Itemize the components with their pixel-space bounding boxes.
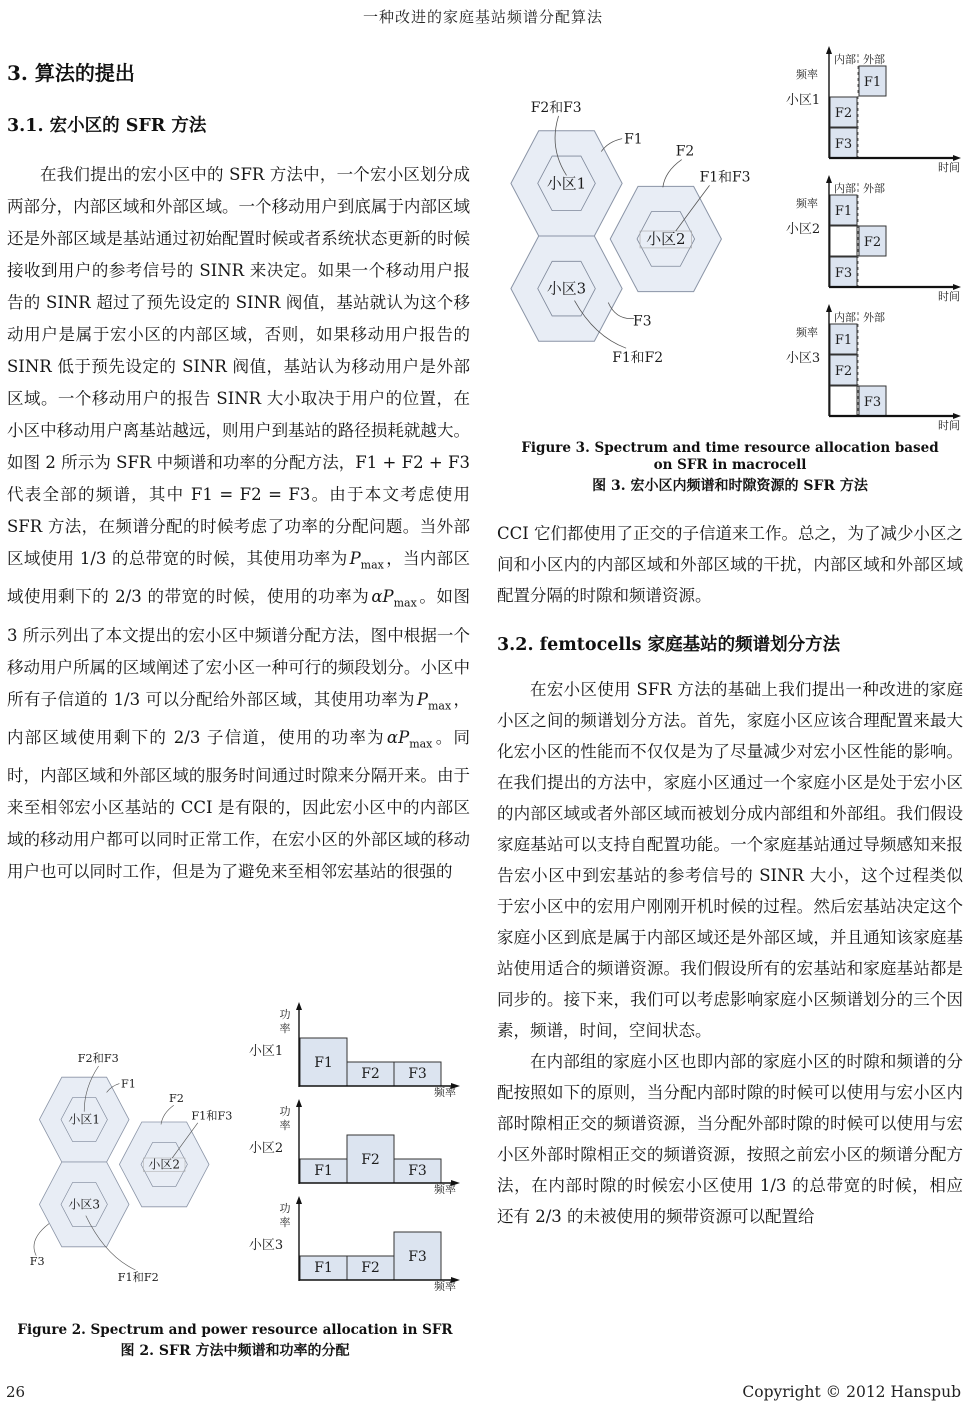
fig2-leader-c3-outer xyxy=(34,1224,49,1256)
right-column xyxy=(497,518,963,1232)
svg-text:F3: F3 xyxy=(408,1066,427,1082)
power-axis-label: 功 xyxy=(279,1105,291,1118)
fig2-callout-c1-outer: F1 xyxy=(121,1077,136,1091)
fig2-callout-c3-inner: F1和F2 xyxy=(117,1271,159,1285)
fig3-callout-c2-outer: F2 xyxy=(675,143,695,160)
svg-text:F1: F1 xyxy=(834,204,853,219)
inner-col-label: 内部 xyxy=(834,53,856,66)
outer-col-label: 外部 xyxy=(863,182,885,195)
section-3-2-paragraph-1: 在宏小区使用 SFR 方法的基础上我们提出一种改进的家庭小区之间的频谱划分方法。首先，家庭小区应该合理配置来最大化宏小区的性能而不仅仅是为了尽量减少对宏小区性能的影响。在我们提出的方法中，家庭小区通过一个家庭小区是处于宏小区的内部区域或者外部区域而被划分成内部组和外部组。我们假设家庭基站可以支持自配置功能。一个家庭基站通过导频感知来报告宏小区中到宏基站的参考信号的 SINR 大小，这个过程类似于宏小区中的宏用户刚刚开机时候的过程。然后宏基站决定这个家庭小区到底是属于内部区域还是外部区域，并且通知该家庭基站使用适合的频谱资源。我们假设所有的宏基站和家庭基站都是同步的。接下来，我们可以考虑影响家庭小区频谱划分的三个因素，频谱，时间，空间状态。 xyxy=(497,680,963,1040)
fig2-chart-cell3 xyxy=(238,1194,462,1291)
empty-inner-slot xyxy=(830,386,857,416)
power-axis-label: 功 xyxy=(279,1008,291,1021)
svg-text:F2: F2 xyxy=(361,1260,380,1276)
svg-text:率: 率 xyxy=(279,1022,291,1035)
inner-col-label: 内部 xyxy=(834,311,856,324)
fig3-caption-zh: 图 3. 宏小区内频谱和时隙资源的 SFR 方法 xyxy=(592,478,868,494)
fig2-callout-c2-outer: F2 xyxy=(169,1092,184,1105)
diagram-cell-label: 小区2 xyxy=(785,222,821,237)
svg-text:率: 率 xyxy=(279,1216,291,1229)
chart-cell-label: 小区2 xyxy=(248,1141,284,1156)
fig2-chart-cell2 xyxy=(238,1097,462,1194)
svg-text:F3: F3 xyxy=(863,395,882,410)
fig2-caption xyxy=(0,1322,470,1361)
svg-text:F1: F1 xyxy=(314,1260,333,1276)
svg-text:F3: F3 xyxy=(408,1249,427,1265)
left-column xyxy=(7,57,470,888)
chart-cell-label: 小区3 xyxy=(248,1238,284,1253)
svg-text:F3: F3 xyxy=(834,266,853,281)
diagram-cell-label: 小区1 xyxy=(785,93,821,108)
chart-cell-label: 小区1 xyxy=(248,1044,284,1059)
svg-text:F3: F3 xyxy=(834,137,853,152)
formula-alpha-pmax: $\alpha P_{max}$ xyxy=(386,727,433,751)
section-3-1-heading: 3.1. 宏小区的 SFR 方法 xyxy=(7,116,207,136)
svg-text:F1: F1 xyxy=(314,1055,333,1071)
fig2-caption-zh: 图 2. SFR 方法中频谱和功率的分配 xyxy=(120,1343,350,1359)
fig3-callout-c1-outer: F1 xyxy=(624,131,643,148)
running-head-title: 一种改进的家庭基站频谱分配算法 xyxy=(362,8,603,26)
section-3-2-paragraph-2: 在内部组的家庭小区也即内部的家庭小区的时隙和频谱的分配按照如下的原则，当分配内部时隙的时候可以使用与宏小区内部时隙相正交的频谱资源，当分配外部时隙的时候可以使用与宏小区外部时隙相正交的频谱资源，按照之前宏小区的频谱分配方法，在内部时隙的时候宏小区使用 1/3 的总带宽的时候，相应还有 2/3 的未被使用的频带资源可以配置给 xyxy=(497,1052,963,1226)
fig2-callout-c2-inner: F1和F3 xyxy=(191,1109,233,1123)
fig2-callout-c3-outer: F3 xyxy=(29,1255,45,1269)
formula-alpha-pmax: $\alpha P_{max}$ xyxy=(371,587,417,610)
svg-text:F1: F1 xyxy=(863,75,882,90)
time-axis-label: 时间 xyxy=(938,419,960,431)
outer-col-label: 外部 xyxy=(863,311,885,324)
fig3-caption xyxy=(497,440,963,496)
formula-pmax: $P_{max}$ xyxy=(416,689,452,712)
svg-text:F2: F2 xyxy=(863,235,882,250)
fig3-diagram-cell3 xyxy=(779,302,963,431)
outer-col-label: 外部 xyxy=(863,53,885,66)
freq-axis-label: 频率 xyxy=(796,326,818,339)
svg-text:F3: F3 xyxy=(408,1163,427,1179)
svg-text:F1: F1 xyxy=(314,1163,333,1179)
svg-text:F2: F2 xyxy=(834,364,853,379)
fig3-leader-c2-outer xyxy=(663,160,682,188)
fig2-chart-cell1 xyxy=(238,1000,462,1097)
time-axis-label: 时间 xyxy=(938,290,960,302)
cci-paragraph: CCI 它们都使用了正交的子信道来工作。总之，为了减少小区之间和小区内的内部区域和外部区域的干扰，内部区域和外部区域配置分隔的时隙和频谱资源。 xyxy=(497,524,964,605)
fig3-callout-c3-outer: F3 xyxy=(633,313,652,330)
fig3-diagram-cell1 xyxy=(779,44,963,173)
empty-inner-slot xyxy=(830,226,857,256)
power-axis-label: 功 xyxy=(279,1202,291,1215)
freq-axis-label: 频率 xyxy=(434,1086,456,1097)
fig2-leader-c2-outer xyxy=(161,1105,174,1124)
fig3-caption-en: Figure 3. Spectrum and time resource allocation based on SFR in macrocell xyxy=(521,440,939,473)
diagram-cell-label: 小区3 xyxy=(785,351,821,366)
fig3-slot-diagrams xyxy=(779,44,963,431)
svg-text:F1: F1 xyxy=(834,333,853,348)
fig3-callout-c2-inner: F1和F3 xyxy=(699,169,751,186)
svg-text:F2: F2 xyxy=(361,1152,380,1168)
freq-axis-label: 频率 xyxy=(434,1280,456,1291)
freq-axis-label: 频率 xyxy=(796,197,818,210)
page-number: 26 xyxy=(6,1383,26,1401)
copyright-notice: Copyright © 2012 Hanspub xyxy=(742,1383,961,1401)
fig3-callout-c1-inner: F2和F3 xyxy=(530,99,582,116)
svg-text:F2: F2 xyxy=(834,106,853,121)
fig3-diagram-cell2 xyxy=(779,173,963,302)
time-axis-label: 时间 xyxy=(938,161,960,173)
section-3-1-paragraph: 在我们提出的宏小区中的 SFR 方法中，一个宏小区划分成两部分，内部区域和外部区域。一个移动用户到底属于内部区域还是外部区域是基站通过初始配置时候或者系统状态更新的时候接收到用户的参考信号的 SINR 来决定。如果一个移动用户报告的 SINR 超过了预先设定的 SINR 阀值，基站就认为这个移动用户是属于宏小区的内部区域，否则，如果移动用户报告的 SINR 低于预先设定的 SINR 阀值，基站认为移动用户是外部区域。一个移动用户的报告 SINR 大小取决于用户的位置，在小区中移动用户离基站越远，则用户到基站的路径损耗就越大。如图 2 所示为 SFR 中频谱和功率的分配方法，F1 + F2 + F3 代表全部的频谱，其中 F1 = F2 = F3。由于本文考虑使用 SFR 方法，在频谱分配的时候考虑了功率的分配问题。当外部区域使用 1/3 的总带宽的时候，其使用功率为 $P_{max}$ ，当内部区域使用剩下的 2/3 的带宽的时候，使用的功率为 $\alpha P_{max}$ 。如图 3 所示列出了本文提出的宏小区中频谱分配方法，图中根据一个移动用户所属的区域阐述了宏小区一种可行的频段划分。小区中所有子信道的 1/3 可以分配给外部区域，其使用功率为 $P_{max}$ ，内部区域使用剩下的 2/3 子信道，使用的功率为 $\alpha P_{max}$ 。同时，内部区域和外部区域的服务时间通过时隙来分隔开来。由于来至相邻宏小区基站的 CCI 是有限的，因此宏小区中的内部区域的移动用户都可以同时正常工作，在宏小区的外部区域的移动用户也可以同时工作，但是为了避免来至相邻宏基站的很强的 xyxy=(7,165,471,882)
fig2-caption-en: Figure 2. Spectrum and power resource allocation in SFR xyxy=(17,1322,453,1338)
fig2-bar-charts xyxy=(238,1000,462,1291)
section-3-2-heading: 3.2. femtocells 家庭基站的频谱划分方法 xyxy=(497,635,841,655)
svg-text:F2: F2 xyxy=(361,1066,380,1082)
fig2-hexagon-map xyxy=(28,1046,262,1286)
fig3-callout-c3-inner: F1和F2 xyxy=(612,350,664,367)
section-3-heading: 3. 算法的提出 xyxy=(7,61,135,85)
svg-text:率: 率 xyxy=(279,1119,291,1132)
freq-axis-label: 频率 xyxy=(796,68,818,81)
fig3-hexagon-map xyxy=(497,92,787,375)
inner-col-label: 内部 xyxy=(834,182,856,195)
freq-axis-label: 频率 xyxy=(434,1183,456,1194)
fig2-callout-c1-inner: F2和F3 xyxy=(77,1052,119,1065)
formula-pmax: $P_{max}$ xyxy=(349,549,384,572)
